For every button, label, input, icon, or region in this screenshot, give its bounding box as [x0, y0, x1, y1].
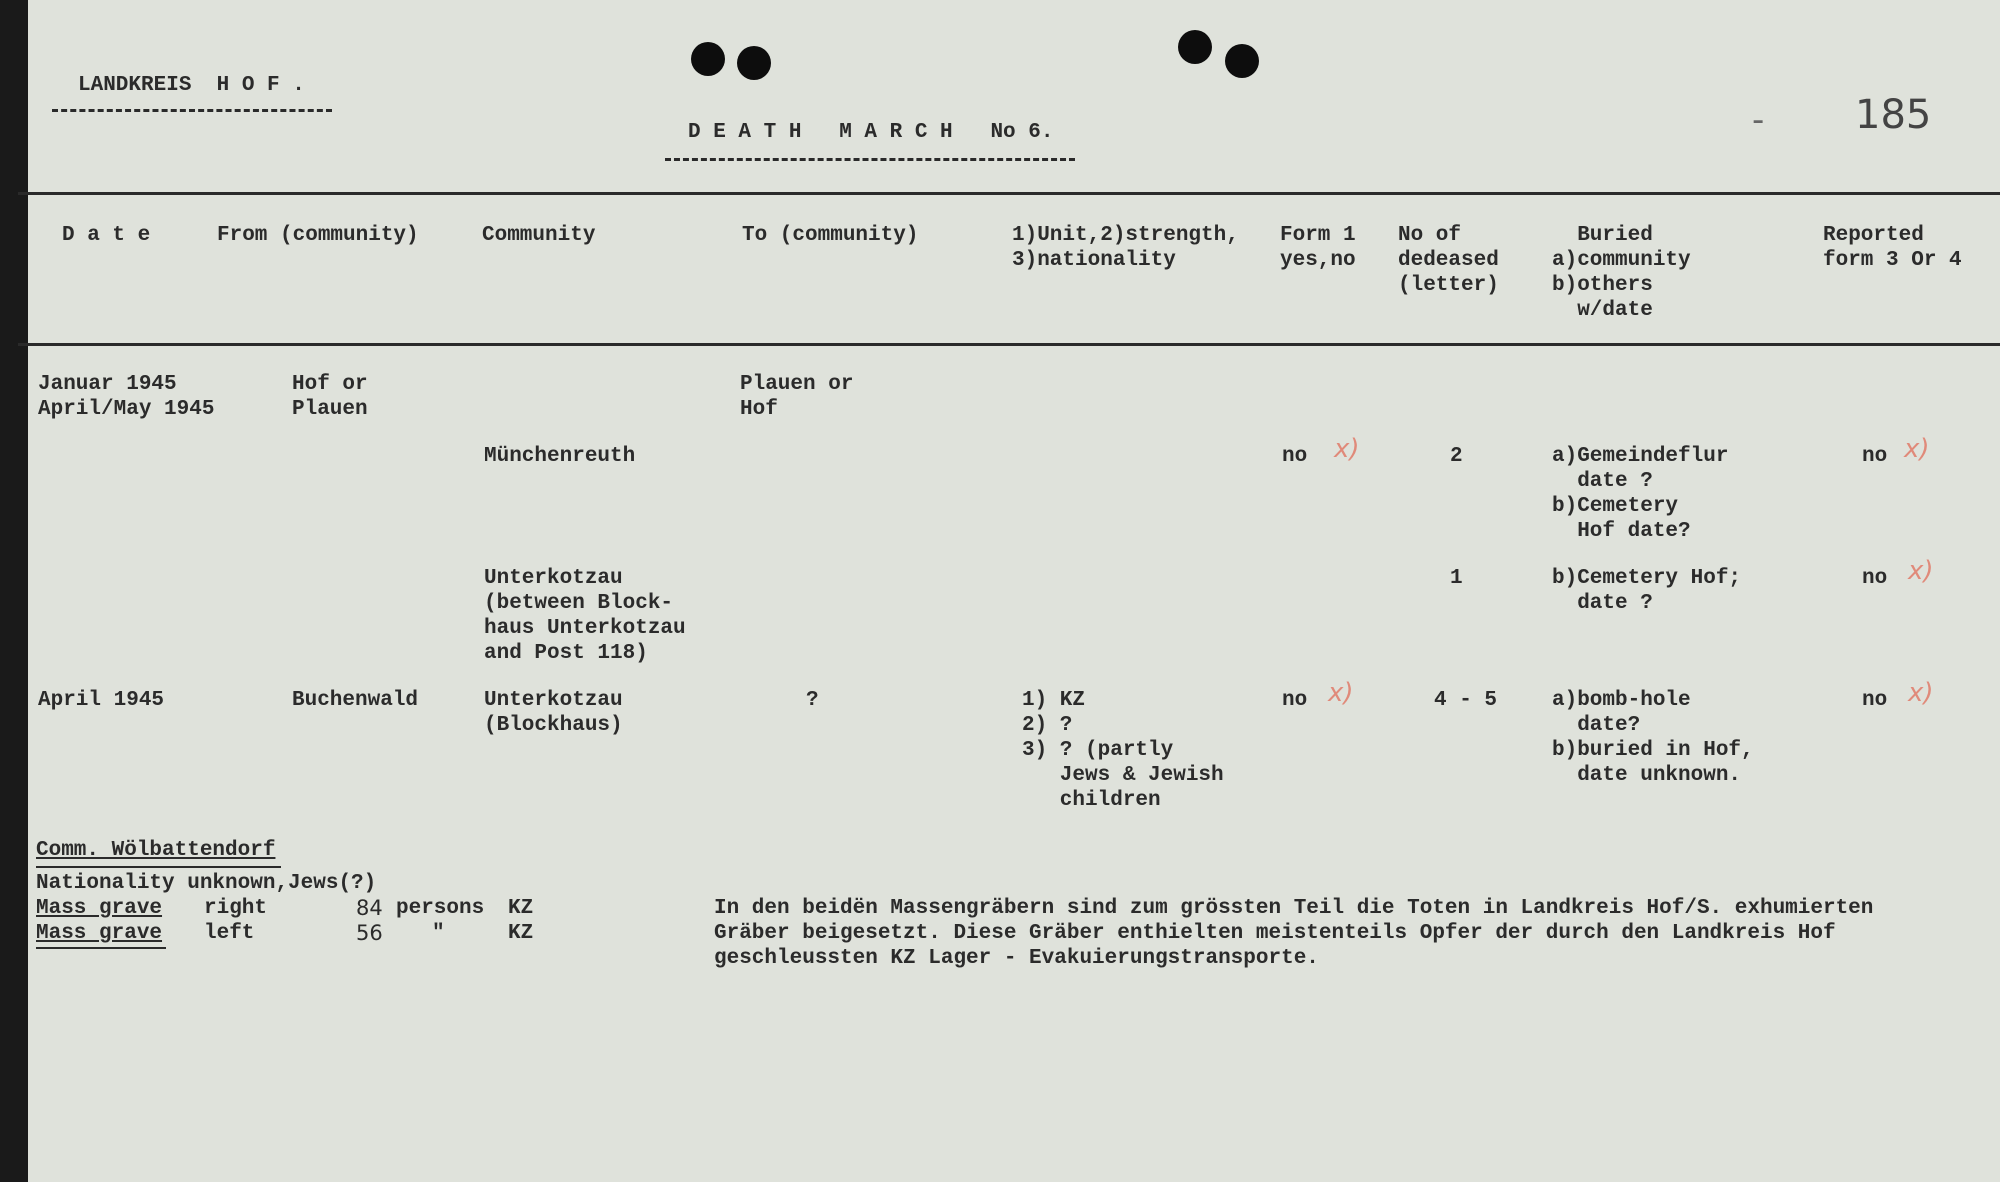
row4-community: Unterkotzau (Blockhaus): [484, 689, 623, 737]
title-underline: [665, 158, 1075, 161]
grave-left-side: left: [204, 922, 255, 945]
col-buried: Buried a)community b)others w/date: [1552, 224, 1691, 322]
row2-reported: no: [1862, 445, 1888, 468]
row2-buried: a)Gemeindeflur date ? b)Cemetery Hof date?: [1552, 445, 1729, 543]
row2-reported-mark: x): [1904, 434, 1930, 464]
row3-reported-mark: x): [1908, 556, 1934, 586]
page-number-mark: -: [1752, 100, 1765, 140]
row4-from: Buchenwald: [292, 689, 419, 712]
row1-from: Hof or Plauen: [292, 373, 368, 421]
footer-graves-underline: [36, 947, 166, 949]
landkreis-label: LANDKREIS H O F .: [78, 74, 305, 97]
col-reported: Reported form 3 Or 4: [1823, 224, 1962, 272]
page-number: 185: [1855, 92, 1932, 138]
row3-community: Unterkotzau (between Block- haus Unterkotzau and Post 118): [484, 567, 686, 665]
row4-deceased: 4 - 5: [1434, 689, 1498, 712]
grave-left-count: 56: [356, 921, 383, 945]
punch-hole: [737, 46, 771, 80]
col-unit: 1)Unit,2)strength, 3)nationality: [1012, 224, 1239, 272]
grave-left-camp: KZ: [508, 922, 534, 945]
col-date: D a t e: [62, 224, 151, 247]
footer-nationality: Nationality unknown,Jews(?): [36, 872, 377, 895]
table-header-rule: [18, 343, 2000, 346]
landkreis-underline: [52, 109, 332, 112]
row1-to: Plauen or Hof: [740, 373, 854, 421]
col-deceased: No of dedeased (letter): [1398, 224, 1499, 297]
row4-buried: a)bomb-hole date? b)buried in Hof, date unknown.: [1552, 689, 1754, 787]
row4-form1-mark: x): [1328, 678, 1354, 708]
table-top-rule: [18, 192, 2000, 195]
row3-reported: no: [1862, 567, 1888, 590]
col-to: To (community): [742, 224, 919, 247]
footer-community: Comm. Wölbattendorf: [36, 839, 276, 862]
punch-hole: [1178, 30, 1212, 64]
col-form1: Form 1 yes,no: [1280, 224, 1356, 272]
row4-form1: no: [1282, 689, 1308, 712]
row4-reported: no: [1862, 689, 1888, 712]
grave-left-label: Mass grave: [36, 922, 163, 945]
row4-unit: 1) KZ 2) ? 3) ? (partly Jews & Jewish children: [1022, 689, 1224, 812]
row2-form1-mark: x): [1334, 434, 1360, 464]
row2-community: Münchenreuth: [484, 445, 636, 468]
col-community: Community: [482, 224, 596, 247]
row2-deceased: 2: [1450, 445, 1463, 468]
row4-date: April 1945: [38, 689, 165, 712]
row4-to: ?: [806, 689, 819, 712]
row3-deceased: 1: [1450, 567, 1463, 590]
punch-hole: [1225, 44, 1259, 78]
col-from: From (community): [217, 224, 419, 247]
grave-right-count: 84: [356, 896, 383, 920]
grave-right-label: Mass grave: [36, 897, 163, 920]
grave-right-unit: persons: [396, 897, 485, 920]
grave-right-camp: KZ: [508, 897, 534, 920]
footer-community-underline: [36, 866, 281, 868]
punch-hole: [691, 42, 725, 76]
grave-right-side: right: [204, 897, 268, 920]
row3-buried: b)Cemetery Hof; date ?: [1552, 567, 1742, 615]
row1-date: Januar 1945 April/May 1945: [38, 373, 215, 421]
row2-form1: no: [1282, 445, 1308, 468]
footer-note: In den beidën Massengräbern sind zum grössten Teil die Toten in Landkreis Hof/S. exhumierten Gräber beigesetzt. Diese Gräber enthielten meistenteils Opfer der durch den Landkreis Hof geschleussten KZ Lager - Evakuierungstransporte.: [714, 897, 1874, 970]
document-title: D E A T H M A R C H No 6.: [688, 121, 1054, 144]
grave-left-unit: ": [432, 922, 445, 945]
row4-reported-mark: x): [1908, 678, 1934, 708]
